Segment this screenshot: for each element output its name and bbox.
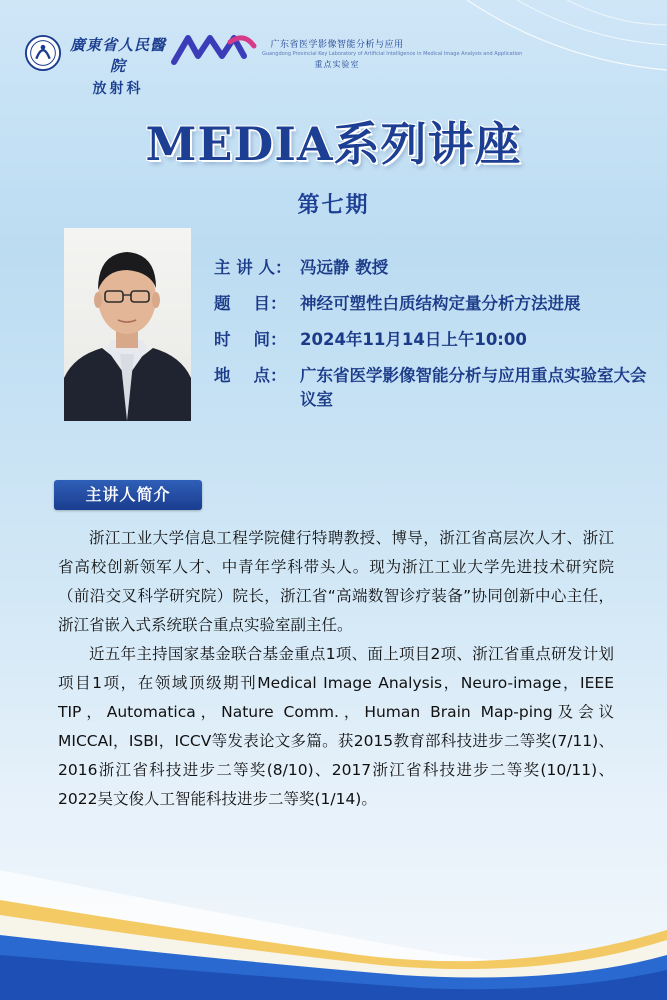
lab-name-line1: 广东省医学影像智能分析与应用: [270, 40, 404, 50]
info-topic: [214, 292, 654, 316]
bio-paragraph-2: 近五年主持国家基金联合基金重点1项、面上项目2项、浙江省重点研发计划项目1项，在领域顶级期刊Medical Image Analysis，Neuro-image，IEEE TIP，Automatica，Nature Comm.，Human Brain Map-ping及会议MICCAI，ISBI，ICCV等发表论文多篇。获2015教育部科技进步二等奖(7/11)、2016浙江省科技进步二等奖(8/10)、2017浙江省科技进步二等奖(10/11)、2022吴文俊人工智能科技进步二等奖(1/14)。: [58, 645, 614, 808]
info-topic-value: 神经可塑性白质结构定量分析方法进展: [300, 294, 581, 313]
info-location: [214, 364, 654, 412]
info-time-value: 2024年11月14日上午10:00: [300, 330, 527, 349]
main-title: MEDIA系列讲座: [145, 117, 522, 171]
lecture-info: [214, 256, 654, 424]
hospital-name-line1: 廣東省人民醫院: [69, 36, 166, 75]
hospital-name-line2: 放射科: [92, 81, 144, 97]
lab-name: [262, 37, 523, 70]
hospital-name: [68, 34, 168, 98]
info-location-label: 地 点：: [214, 366, 287, 385]
lab-wave-logo-icon: [170, 32, 256, 68]
speaker-bio: [58, 524, 614, 814]
info-topic-label: 题 目：: [214, 294, 287, 313]
info-speaker-label: 主 讲 人：: [214, 258, 292, 277]
decorative-lines: [407, 0, 667, 90]
lab-name-line2: Guangdong Provincial Key Laboratory of Artificial Intelligence in Medical Image Analysis and Application: [262, 51, 523, 57]
lab-name-line3: 重点实验室: [314, 60, 360, 69]
speaker-portrait: [64, 228, 191, 421]
bottom-wave-decoration: [0, 830, 667, 1000]
info-location-value: 广东省医学影像智能分析与应用重点实验室大会议室: [300, 366, 647, 409]
info-time-label: 时 间：: [214, 330, 287, 349]
bio-paragraph-1: 浙江工业大学信息工程学院健行特聘教授、博导，浙江省高层次人才、浙江省高校创新领军人才、中青年学科带头人。现为浙江工业大学先进技术研究院（前沿交叉科学研究院）院长，浙江省“高端数智诊疗装备”协同创新中心主任，浙江省嵌入式系统联合重点实验室副主任。: [58, 529, 614, 634]
hospital-logo-icon: [24, 34, 62, 72]
issue-number: 第七期: [297, 193, 370, 218]
info-speaker: [214, 256, 654, 280]
speaker-photo: [64, 228, 191, 421]
speaker-intro-header: 主讲人简介: [54, 480, 202, 510]
info-speaker-value: 冯远静 教授: [300, 258, 389, 277]
info-time: [214, 328, 654, 352]
